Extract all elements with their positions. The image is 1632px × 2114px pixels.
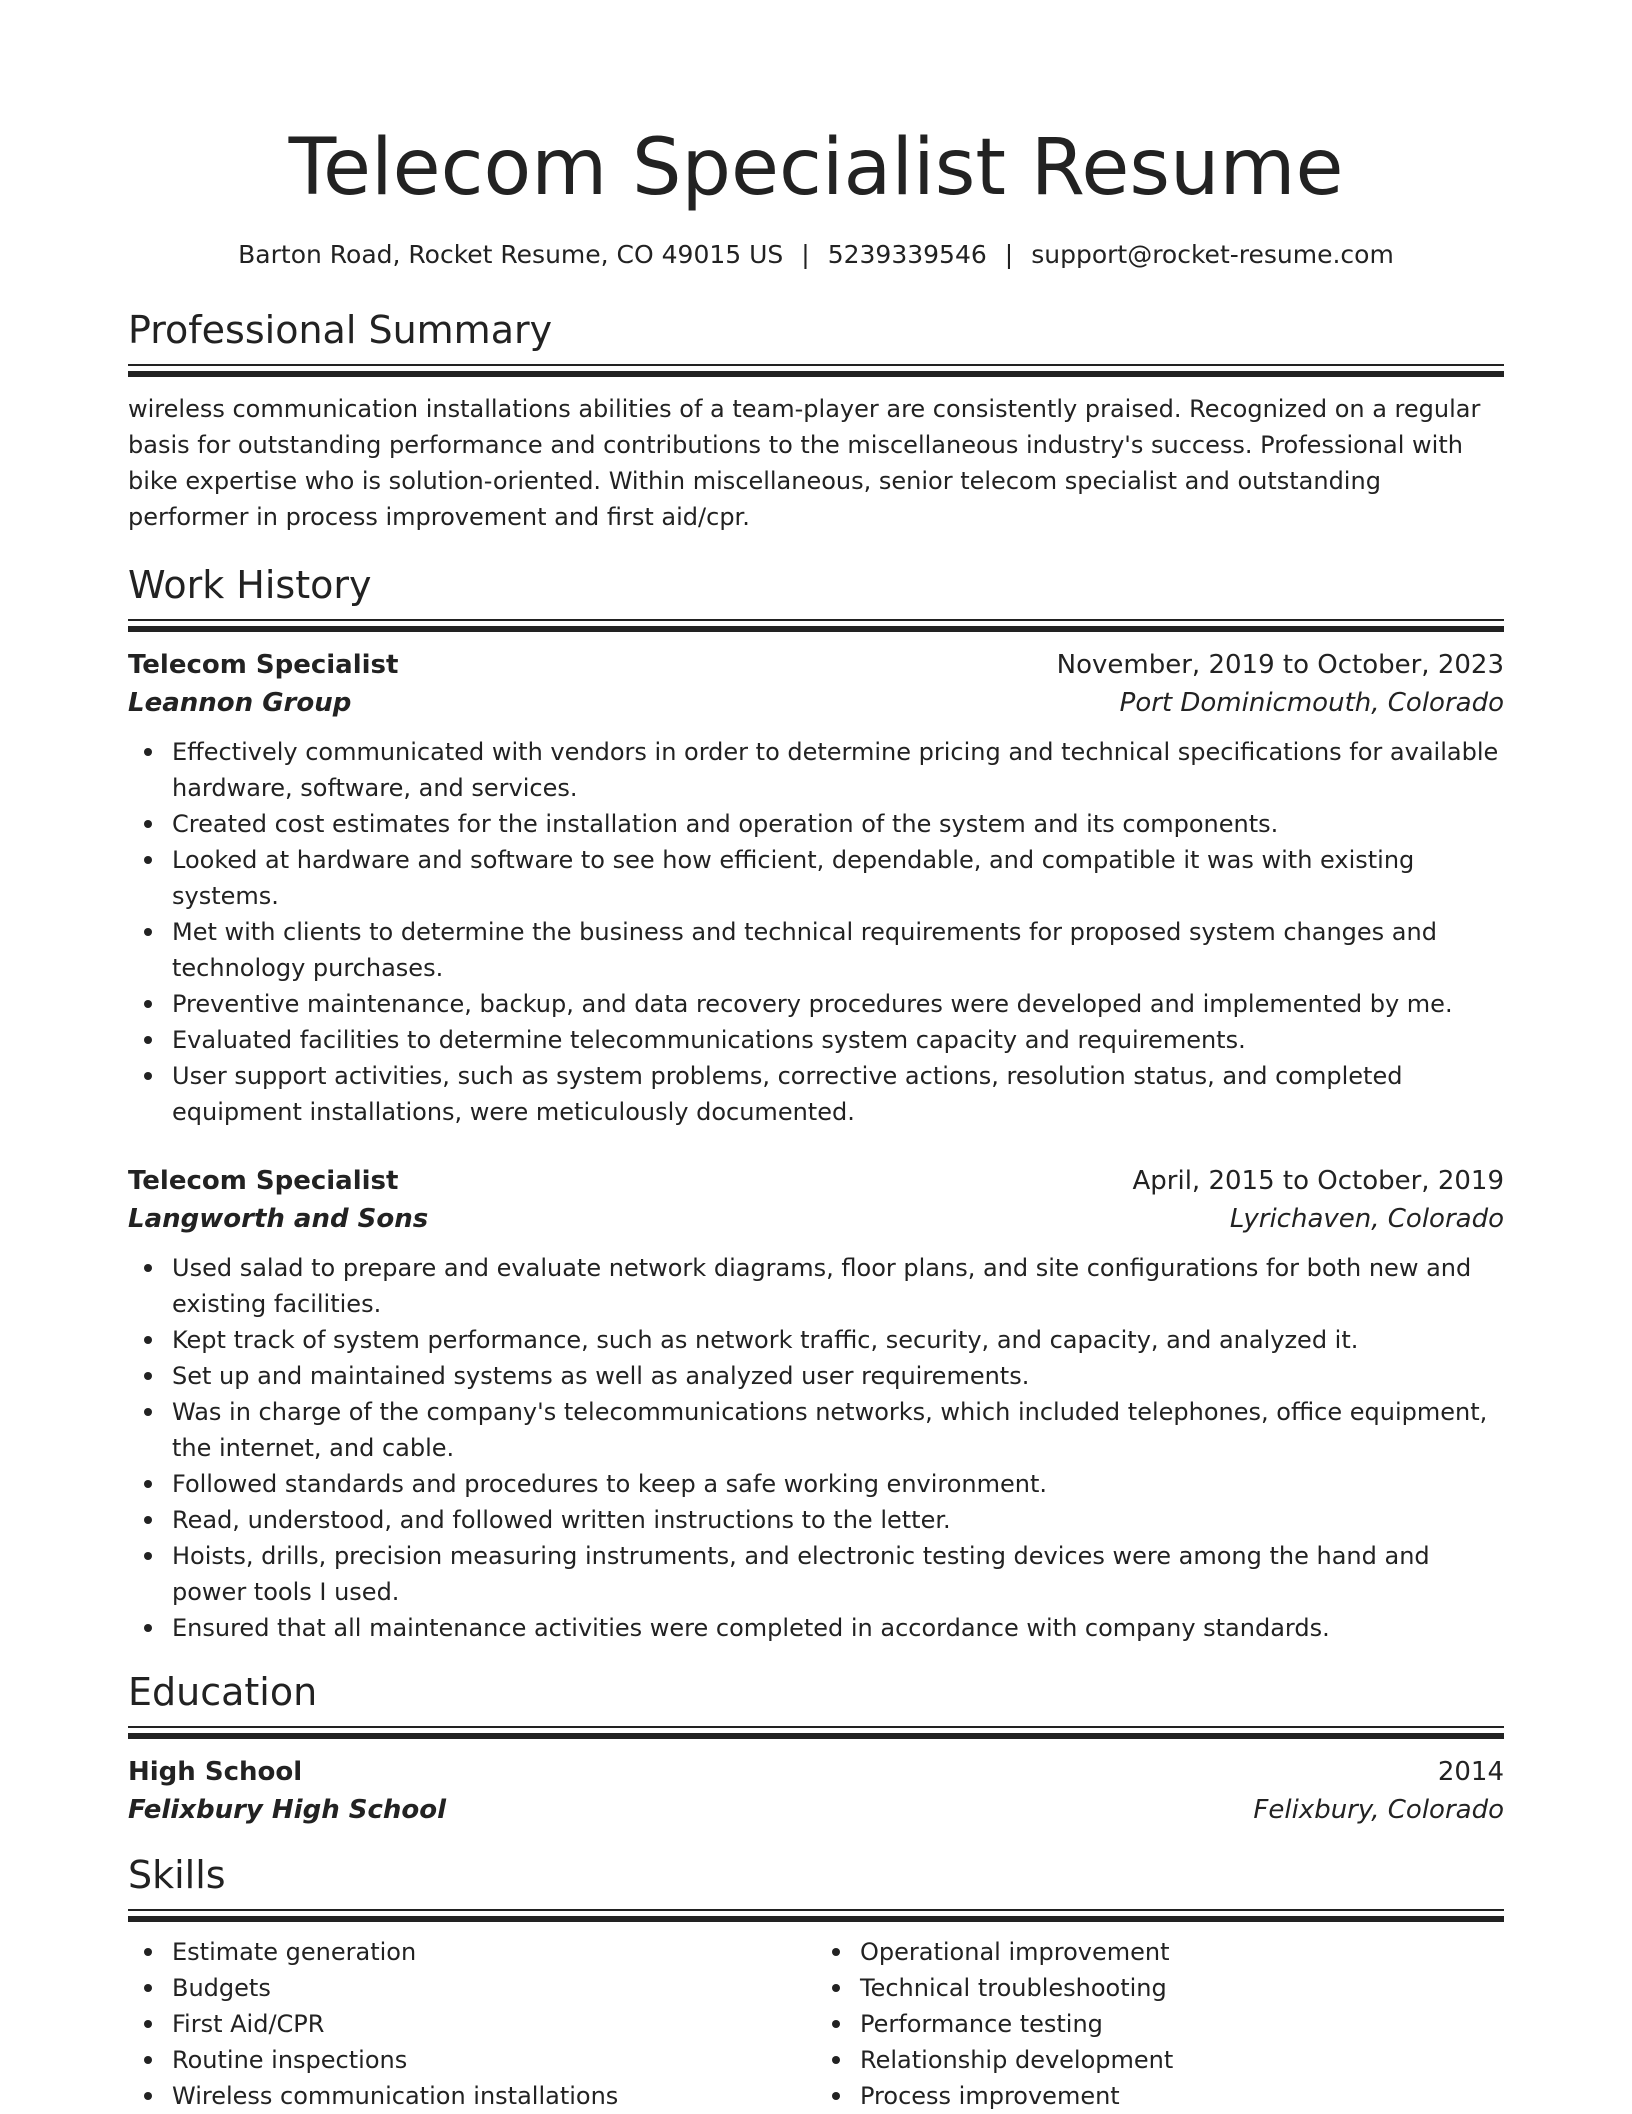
list-item: Operational improvement [860, 1934, 1504, 1970]
section-divider [128, 364, 1504, 377]
contact-separator: | [801, 240, 810, 269]
contact-address: Barton Road, Rocket Resume, CO 49015 US [238, 240, 784, 269]
job-entry [128, 1162, 1504, 1646]
list-item: Read, understood, and followed written instructions to the letter. [172, 1502, 1504, 1538]
job-bullets [128, 734, 1504, 1130]
list-item: Created cost estimates for the installation and operation of the system and its components. [172, 806, 1504, 842]
job-dates: November, 2019 to October, 2023 [1056, 650, 1504, 680]
job-location: Port Dominicmouth, Colorado [1119, 688, 1504, 718]
list-item: Hoists, drills, precision measuring instruments, and electronic testing devices were among the hand and power tools I used. [172, 1538, 1504, 1610]
list-item: Process improvement [860, 2078, 1504, 2114]
education-year: 2014 [1437, 1757, 1504, 1787]
section-divider [128, 1726, 1504, 1739]
list-item: Relationship development [860, 2042, 1504, 2078]
job-dates: April, 2015 to October, 2019 [1132, 1166, 1504, 1196]
list-item: Routine inspections [172, 2042, 816, 2078]
section-divider [128, 619, 1504, 632]
section-summary [128, 306, 1504, 535]
section-education [128, 1668, 1504, 1829]
list-item: Was in charge of the company's telecommunications networks, which included telephones, office equipment, the internet, and cable. [172, 1394, 1504, 1466]
list-item: Met with clients to determine the business and technical requirements for proposed system changes and technology purchases. [172, 914, 1504, 986]
contact-email: support@rocket-resume.com [1031, 240, 1394, 269]
list-item: Preventive maintenance, backup, and data recovery procedures were developed and implemented by me. [172, 986, 1504, 1022]
job-location: Lyrichaven, Colorado [1229, 1204, 1504, 1234]
section-skills [128, 1851, 1504, 2114]
list-item: Evaluated facilities to determine telecommunications system capacity and requirements. [172, 1022, 1504, 1058]
list-item: Kept track of system performance, such as network traffic, security, and capacity, and analyzed it. [172, 1322, 1504, 1358]
list-item: Followed standards and procedures to keep a safe working environment. [172, 1466, 1504, 1502]
job-title: Telecom Specialist [128, 1166, 399, 1196]
list-item: Looked at hardware and software to see how efficient, dependable, and compatible it was with existing systems. [172, 842, 1504, 914]
list-item: Ensured that all maintenance activities were completed in accordance with company standards. [172, 1610, 1504, 1646]
contact-phone: 5239339546 [827, 240, 987, 269]
contact-separator: | [1004, 240, 1014, 269]
skills-columns [128, 1934, 1504, 2114]
section-heading: Education [128, 1670, 318, 1714]
contact-line [128, 238, 1504, 272]
skills-list-right [816, 1934, 1504, 2114]
summary-text: wireless communication installations abilities of a team-player are consistently praised. Recognized on a regular basis for outstanding performance and contributions to the miscellaneous industry's success. Professional with bike expertise who is solution-oriented. Within miscellaneous, senior telecom specialist and outstanding performer in process improvement and first aid/cpr. [128, 395, 1481, 531]
job-company: Langworth and Sons [128, 1204, 429, 1234]
section-divider [128, 1909, 1504, 1922]
resume-title: Telecom Specialist Resume [288, 123, 1344, 213]
list-item: First Aid/CPR [172, 2006, 816, 2042]
job-bullets [128, 1250, 1504, 1646]
job-entry [128, 646, 1504, 1130]
list-item: User support activities, such as system problems, corrective actions, resolution status, and completed equipment installations, were meticulously documented. [172, 1058, 1504, 1130]
list-item: Set up and maintained systems as well as analyzed user requirements. [172, 1358, 1504, 1394]
list-item: Technical troubleshooting [860, 1970, 1504, 2006]
list-item: Wireless communication installations [172, 2078, 816, 2114]
education-degree: High School [128, 1757, 303, 1787]
section-heading: Skills [128, 1853, 226, 1897]
job-company: Leannon Group [128, 688, 352, 718]
job-title: Telecom Specialist [128, 650, 399, 680]
resume-page [128, 0, 1504, 2114]
list-item: Estimate generation [172, 1934, 816, 1970]
list-item: Used salad to prepare and evaluate network diagrams, floor plans, and site configurations for both new and existing facilities. [172, 1250, 1504, 1322]
list-item: Budgets [172, 1970, 816, 2006]
section-heading: Professional Summary [128, 308, 553, 352]
skills-list-left [128, 1934, 816, 2114]
education-location: Felixbury, Colorado [1253, 1795, 1504, 1825]
list-item: Effectively communicated with vendors in order to determine pricing and technical specifications for available hardware, software, and services. [172, 734, 1504, 806]
section-work-history [128, 561, 1504, 1646]
education-entry [128, 1753, 1504, 1829]
list-item: Performance testing [860, 2006, 1504, 2042]
section-heading: Work History [128, 563, 372, 607]
education-school: Felixbury High School [128, 1795, 447, 1825]
